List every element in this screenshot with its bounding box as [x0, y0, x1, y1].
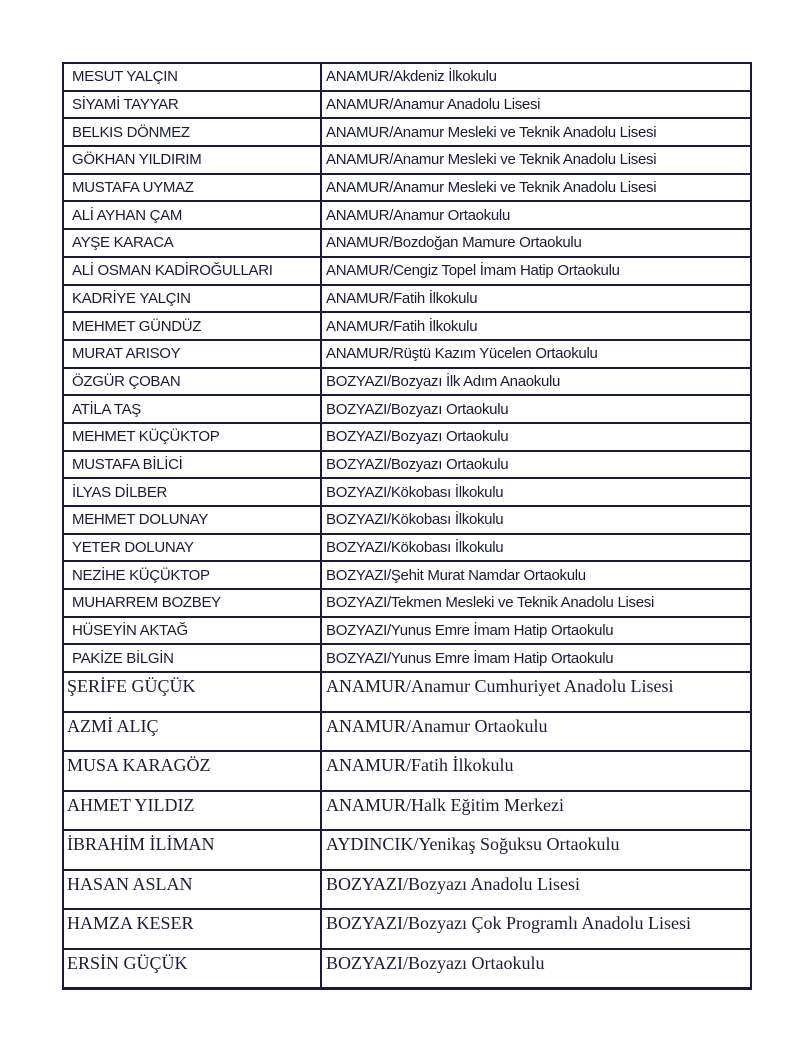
table-row — [63, 751, 751, 791]
school-cell: BOZYAZI/Yunus Emre İmam Hatip Ortaokulu — [321, 617, 751, 645]
table-row — [63, 174, 751, 202]
table-row — [63, 423, 751, 451]
school-cell: BOZYAZI/Bozyazı Ortaokulu — [321, 451, 751, 479]
school-cell: BOZYAZI/Tekmen Mesleki ve Teknik Anadolu Lisesi — [321, 589, 751, 617]
table-row — [63, 229, 751, 257]
school-cell: ANAMUR/Fatih İlkokulu — [321, 312, 751, 340]
person-name-cell: BELKIS DÖNMEZ — [63, 118, 321, 146]
person-name-cell: AZMİ ALIÇ — [63, 712, 321, 752]
school-cell: BOZYAZI/Bozyazı Ortaokulu — [321, 423, 751, 451]
school-cell: ANAMUR/Rüştü Kazım Yücelen Ortaokulu — [321, 340, 751, 368]
table-row — [63, 395, 751, 423]
school-cell: BOZYAZI/Bozyazı Ortaokulu — [321, 949, 751, 989]
school-cell: BOZYAZI/Bozyazı Anadolu Lisesi — [321, 870, 751, 910]
table-row — [63, 561, 751, 589]
table-row — [63, 672, 751, 712]
school-cell: BOZYAZI/Bozyazı Ortaokulu — [321, 395, 751, 423]
school-cell: ANAMUR/Anamur Mesleki ve Teknik Anadolu Lisesi — [321, 174, 751, 202]
school-cell: BOZYAZI/Yunus Emre İmam Hatip Ortaokulu — [321, 644, 751, 672]
school-cell: ANAMUR/Anamur Ortaokulu — [321, 712, 751, 752]
assignment-table — [62, 62, 752, 990]
table-row — [63, 506, 751, 534]
person-name-cell: NEZİHE KÜÇÜKTOP — [63, 561, 321, 589]
person-name-cell: MUSTAFA UYMAZ — [63, 174, 321, 202]
school-cell: ANAMUR/Anamur Mesleki ve Teknik Anadolu Lisesi — [321, 146, 751, 174]
table-row — [63, 118, 751, 146]
school-cell: AYDINCIK/Yenikaş Soğuksu Ortaokulu — [321, 830, 751, 870]
person-name-cell: MEHMET DOLUNAY — [63, 506, 321, 534]
table-row — [63, 909, 751, 949]
school-cell: BOZYAZI/Kökobası İlkokulu — [321, 506, 751, 534]
person-name-cell: MEHMET GÜNDÜZ — [63, 312, 321, 340]
table-row — [63, 534, 751, 562]
table-row — [63, 712, 751, 752]
table-row — [63, 830, 751, 870]
table-row — [63, 91, 751, 119]
table-row — [63, 146, 751, 174]
school-cell: BOZYAZI/Bozyazı İlk Adım Anaokulu — [321, 368, 751, 396]
table-row — [63, 949, 751, 989]
table-row — [63, 312, 751, 340]
person-name-cell: MUSTAFA BİLİCİ — [63, 451, 321, 479]
person-name-cell: MEHMET KÜÇÜKTOP — [63, 423, 321, 451]
person-name-cell: HAMZA KESER — [63, 909, 321, 949]
school-cell: ANAMUR/Fatih İlkokulu — [321, 285, 751, 313]
table-row — [63, 644, 751, 672]
person-name-cell: KADRİYE YALÇIN — [63, 285, 321, 313]
person-name-cell: ŞERİFE GÜÇÜK — [63, 672, 321, 712]
person-name-cell: AYŞE KARACA — [63, 229, 321, 257]
school-cell: BOZYAZI/Kökobası İlkokulu — [321, 478, 751, 506]
table-row — [63, 285, 751, 313]
person-name-cell: MESUT YALÇIN — [63, 63, 321, 91]
person-name-cell: ÖZGÜR ÇOBAN — [63, 368, 321, 396]
person-name-cell: YETER DOLUNAY — [63, 534, 321, 562]
table-row — [63, 478, 751, 506]
table-row — [63, 589, 751, 617]
school-cell: ANAMUR/Bozdoğan Mamure Ortaokulu — [321, 229, 751, 257]
person-name-cell: MURAT ARISOY — [63, 340, 321, 368]
table-row — [63, 340, 751, 368]
person-name-cell: AHMET YILDIZ — [63, 791, 321, 831]
school-cell: ANAMUR/Fatih İlkokulu — [321, 751, 751, 791]
person-name-cell: İBRAHİM İLİMAN — [63, 830, 321, 870]
school-cell: ANAMUR/Cengiz Topel İmam Hatip Ortaokulu — [321, 257, 751, 285]
person-name-cell: MUSA KARAGÖZ — [63, 751, 321, 791]
person-name-cell: HASAN ASLAN — [63, 870, 321, 910]
school-cell: ANAMUR/Anamur Mesleki ve Teknik Anadolu Lisesi — [321, 118, 751, 146]
person-name-cell: ALİ AYHAN ÇAM — [63, 201, 321, 229]
table-row — [63, 617, 751, 645]
school-cell: BOZYAZI/Şehit Murat Namdar Ortaokulu — [321, 561, 751, 589]
table-row — [63, 870, 751, 910]
person-name-cell: HÜSEYİN AKTAĞ — [63, 617, 321, 645]
school-cell: BOZYAZI/Kökobası İlkokulu — [321, 534, 751, 562]
school-cell: ANAMUR/Halk Eğitim Merkezi — [321, 791, 751, 831]
table-row — [63, 368, 751, 396]
person-name-cell: İLYAS DİLBER — [63, 478, 321, 506]
person-name-cell: ATİLA TAŞ — [63, 395, 321, 423]
school-cell: BOZYAZI/Bozyazı Çok Programlı Anadolu Lisesi — [321, 909, 751, 949]
table-row — [63, 451, 751, 479]
person-name-cell: ALİ OSMAN KADİROĞULLARI — [63, 257, 321, 285]
table-row — [63, 791, 751, 831]
table-row — [63, 257, 751, 285]
person-name-cell: MUHARREM BOZBEY — [63, 589, 321, 617]
person-name-cell: PAKİZE BİLGİN — [63, 644, 321, 672]
table-row — [63, 201, 751, 229]
person-name-cell: ERSİN GÜÇÜK — [63, 949, 321, 989]
school-cell: ANAMUR/Anamur Ortaokulu — [321, 201, 751, 229]
school-cell: ANAMUR/Anamur Cumhuriyet Anadolu Lisesi — [321, 672, 751, 712]
table-row — [63, 63, 751, 91]
person-name-cell: GÖKHAN YILDIRIM — [63, 146, 321, 174]
table-body — [63, 63, 751, 989]
school-cell: ANAMUR/Akdeniz İlkokulu — [321, 63, 751, 91]
school-cell: ANAMUR/Anamur Anadolu Lisesi — [321, 91, 751, 119]
person-name-cell: SİYAMİ TAYYAR — [63, 91, 321, 119]
